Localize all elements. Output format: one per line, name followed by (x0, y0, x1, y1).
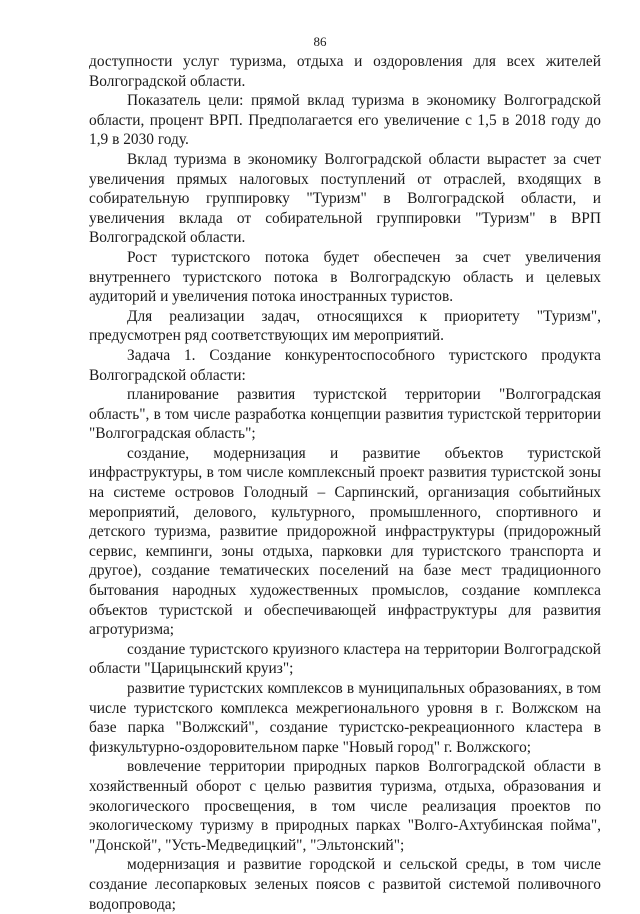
list-item-municipal-complexes: развитие туристских комплексов в муниципальных образованиях, в том числе туристского комплекса межрегионального уровня в г. Волжском на базе парка "Волжский", создание туристско-рекреационного кластера в физкультурно-оздоровительном парке "Новый город" г. Волжского; (89, 680, 601, 756)
paragraph-task-1: Задача 1. Создание конкурентоспособного туристского продукта Волгоградской области: (89, 346, 601, 384)
paragraph-tourist-flow: Рост туристского потока будет обеспечен за счет увеличения внутреннего туристского потока в Волгоградскую область и целевых аудиторий и увеличения потока иностранных туристов. (89, 248, 601, 306)
paragraph-target-indicator: Показатель цели: прямой вклад туризма в экономику Волгоградской области, процент ВРП. Предполагается его увеличение с 1,5 в 2018 году до 1,9 в 2030 году. (89, 92, 601, 149)
list-item-infrastructure: создание, модернизация и развитие объектов туристской инфраструктуры, в том числе комплексный проект развития туристской зоны на системе островов Голодный – Сарпинский, организация событийных мероприятий, делового, культурного, промышленного, спортивного и детского туризма, развитие придорожной инфраструктуры (придорожный сервис, кемпинги, зоны отдыха, парковки для туристского транспорта и другое), создание тематических поселений на базе мест традиционного бытования народных художественных промыслов, создание комплекса объектов туристской и обеспечивающей инфраструктуры для развития агротуризма; (89, 444, 601, 639)
paragraph-measures: Для реализации задач, относящихся к приоритету "Туризм", предусмотрен ряд соответствующих им мероприятий. (89, 307, 601, 345)
paragraph-tourism-contribution: Вклад туризма в экономику Волгоградской области вырастет за счет увеличения прямых налоговых поступлений от отраслей, входящих в собирательную группировку "Туризм" в Волгоградской области, и увеличения вклада от собирательной группировки "Туризм" в ВРП Волгоградской области. (89, 150, 601, 247)
list-item-planning: планирование развития туристской территории "Волгоградская область", в том числе разработка концепции развития туристской территории "Волгоградская область"; (89, 386, 601, 443)
body-text (89, 52, 601, 914)
list-item-urban-environment: модернизация и развитие городской и сельской среды, в том числе создание лесопарковых зеленых поясов с развитой системой поливочного водопровода; (89, 856, 601, 913)
list-item-natural-parks: вовлечение территории природных парков Волгоградской области в хозяйственный оборот с целью развития туризма, отдыха, образования и экологического просвещения, в том числе реализация проектов по экологическому туризму в природных парках "Волго-Ахтубинская пойма", "Донской", "Усть-Медведицкий", "Эльтонский"; (89, 758, 601, 854)
list-item-cruise-cluster: создание туристского круизного кластера на территории Волгоградской области "Царицынский круиз"; (89, 640, 601, 678)
paragraph-continuation: доступности услуг туризма, отдыха и оздоровления для всех жителей Волгоградской области. (89, 53, 601, 90)
page-number: 86 (313, 34, 327, 49)
